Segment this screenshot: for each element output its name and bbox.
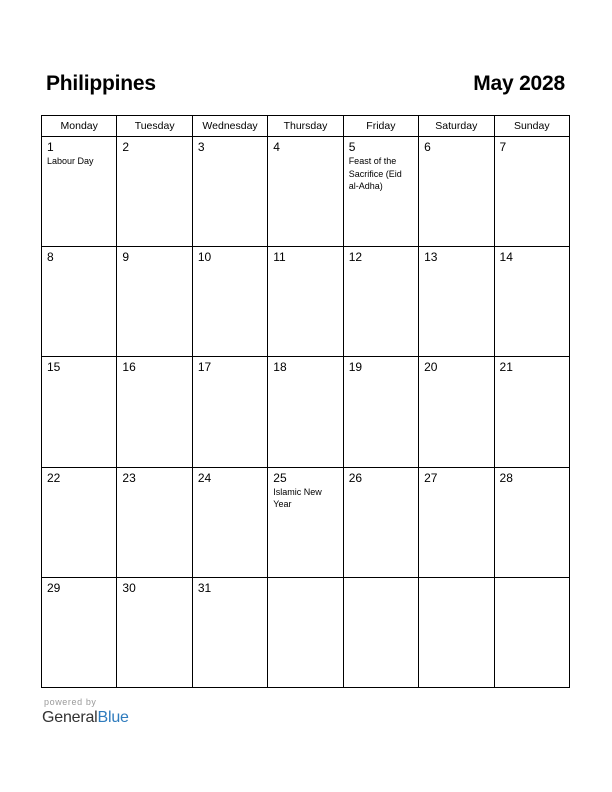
day-number: 30: [122, 580, 136, 595]
week-row: [42, 247, 570, 357]
day-number: 25: [273, 470, 287, 485]
day-cell: [419, 357, 494, 467]
day-number: 24: [197, 470, 212, 485]
day-number: 20: [424, 360, 438, 375]
day-number: 9: [122, 250, 130, 265]
day-number: [268, 578, 342, 582]
day-cell: [192, 357, 267, 467]
weekday-header: Saturday: [419, 116, 494, 137]
country-title: Philippines: [46, 72, 156, 95]
empty-day-cell: [494, 577, 569, 687]
day-number: 22: [47, 470, 61, 485]
empty-day-cell: [419, 577, 494, 687]
weekday-header: Wednesday: [192, 116, 267, 137]
calendar-grid: [41, 115, 570, 688]
day-cell: [419, 247, 494, 357]
weekday-header-row: [42, 116, 570, 137]
weekday-header: Monday: [42, 116, 117, 137]
day-cell: [343, 247, 418, 357]
day-number: 28: [499, 470, 513, 485]
day-cell: [494, 357, 569, 467]
day-number: 19: [348, 360, 363, 375]
powered-by-text: powered by: [44, 697, 97, 707]
brand-name-general: General: [42, 709, 98, 726]
day-number: [419, 578, 493, 582]
weekday-header: Friday: [343, 116, 418, 137]
day-number: 2: [122, 140, 130, 154]
day-cell: [192, 577, 267, 687]
day-cell: [268, 137, 343, 247]
day-cell: [117, 247, 192, 357]
day-cell: [117, 137, 192, 247]
day-number: 26: [348, 470, 363, 485]
weekday-header: Sunday: [494, 116, 569, 137]
day-cell: [42, 467, 117, 577]
day-cell: [42, 137, 117, 247]
day-number: 1: [47, 140, 54, 154]
weekday-header: Tuesday: [117, 116, 192, 137]
day-number: [495, 578, 569, 582]
day-number: 12: [348, 250, 363, 265]
day-number: 14: [499, 250, 513, 265]
holiday-label: Feast of the Sacrifice (Eid al-Adha): [348, 156, 402, 191]
day-cell: [494, 137, 569, 247]
day-cell: [192, 467, 267, 577]
day-number: 15: [47, 360, 61, 375]
day-cell: [268, 357, 343, 467]
day-number: 31: [197, 580, 212, 595]
day-number: 7: [499, 140, 507, 154]
day-number: 17: [197, 360, 212, 375]
day-number: 5: [348, 140, 356, 154]
day-number: 6: [424, 140, 431, 154]
day-cell: [494, 467, 569, 577]
month-year-title: May 2028: [473, 72, 565, 95]
day-cell: [268, 247, 343, 357]
day-number: 27: [424, 470, 438, 485]
day-cell: [419, 467, 494, 577]
day-number: [344, 578, 418, 582]
day-cell: [42, 247, 117, 357]
day-cell: [117, 467, 192, 577]
day-number: 21: [499, 360, 513, 375]
day-number: 4: [273, 140, 280, 154]
day-number: 23: [122, 470, 136, 485]
day-number: 3: [197, 140, 205, 154]
holiday-label: Labour Day: [47, 156, 94, 166]
week-row: [42, 137, 570, 247]
holiday-label: Islamic New Year: [273, 486, 322, 510]
day-cell: [343, 357, 418, 467]
brand-name-blue: Blue: [97, 709, 129, 726]
day-cell: [192, 137, 267, 247]
empty-day-cell: [343, 577, 418, 687]
day-cell: [117, 577, 192, 687]
weekday-header: Thursday: [268, 116, 343, 137]
day-number: 29: [47, 580, 61, 595]
day-cell: [42, 357, 117, 467]
day-cell: [494, 247, 569, 357]
empty-day-cell: [268, 577, 343, 687]
week-row: [42, 357, 570, 467]
day-cell: [192, 247, 267, 357]
day-cell: [419, 137, 494, 247]
week-row: [42, 467, 570, 577]
brand-logo[interactable]: [42, 709, 129, 727]
day-number: 13: [424, 250, 438, 265]
day-cell: [343, 467, 418, 577]
day-number: 16: [122, 360, 136, 375]
day-cell: [343, 137, 418, 247]
day-cell: [42, 577, 117, 687]
day-number: 18: [273, 360, 287, 375]
day-cell: [268, 467, 343, 577]
day-cell: [117, 357, 192, 467]
day-number: 11: [273, 250, 286, 265]
day-number: 10: [197, 250, 212, 265]
week-row: [42, 577, 570, 687]
day-number: 8: [47, 250, 54, 265]
